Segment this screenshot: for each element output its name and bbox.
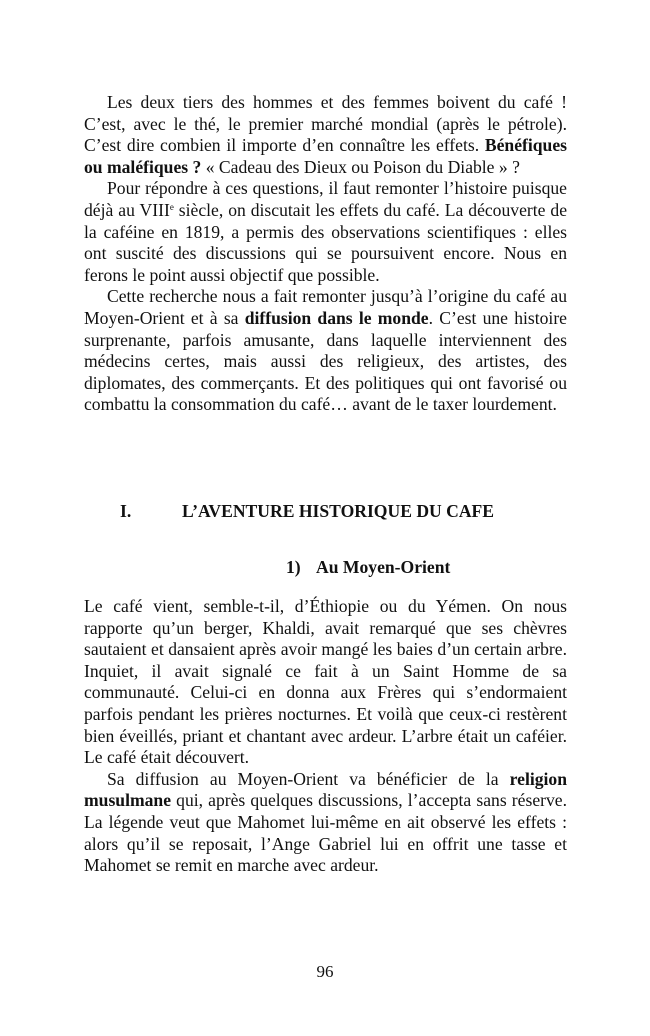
body-paragraph-1: Le café vient, semble-t-il, d’Éthiopie ou du Yémen. On nous rapporte qu’un berger, Khaldi, avait remarqué que ses chèvres sautaient et dansaient après avoir mangé les baies d’un certain arbre. Inquiet, il avait signalé ce fait à un Saint Homme de sa communauté. Celui-ci en donna aux Frères qui s’endormaient parfois pendant les prières nocturnes. Et voilà que ceux-ci restèrent bien éveillés, priant et chantant avec ardeur. L’arbre était un caféier. Le café était découvert. xyxy=(84,596,567,768)
subsection-heading xyxy=(286,556,450,578)
section-title: L’AVENTURE HISTORIQUE DU CAFE xyxy=(182,501,495,521)
intro-text xyxy=(84,92,567,416)
section-heading xyxy=(120,500,540,522)
superscript-e: e xyxy=(169,201,174,212)
body-paragraph-2 xyxy=(84,769,567,877)
page-number: 96 xyxy=(316,962,334,981)
intro-paragraph-1-text-a: Les deux tiers des hommes et des femmes boivent du café ! C’est, avec le thé, le premier marché mondial (après le pétrole). C’est dire combien il importe d’en connaître les effets. xyxy=(84,92,567,156)
intro-paragraph-2-text-a: Pour répondre à ces questions, il faut remonter l’histoire puisque déjà au VIII xyxy=(84,178,567,220)
intro-paragraph-3-text-a: Cette recherche nous a fait remonter jusqu’à l’origine du café au Moyen-Orient et à sa xyxy=(84,286,567,328)
intro-paragraph-2-text-b: siècle, on discutait les effets du café. La découverte de la caféine en 1819, a permis des observations scientifiques : elles ont suscité des discussions qui se poursuivent encore. Nous en ferons le point aussi objectif que possible. xyxy=(84,199,568,285)
subsection-title: Au Moyen-Orient xyxy=(316,557,451,577)
body-paragraph-2-bold: religion musulmane xyxy=(84,768,567,811)
intro-paragraph-1-text-b: « Cadeau des Dieux ou Poison du Diable » ? xyxy=(201,156,520,177)
intro-paragraph-3 xyxy=(84,286,567,416)
section-number: I. xyxy=(120,501,132,521)
body-paragraph-2-text-b: qui, après quelques discussions, l’accepta sans réserve. La légende veut que Mahomet lui-même en ait observé les effets : alors qu’il se reposait, l’Ange Gabriel lui en offrit une tasse et Mahomet se remit en marche avec ardeur. xyxy=(84,790,567,876)
intro-paragraph-1 xyxy=(84,92,567,178)
intro-paragraph-3-bold: diffusion dans le monde xyxy=(244,307,429,328)
intro-paragraph-2 xyxy=(84,178,567,286)
body-text xyxy=(84,596,567,877)
intro-paragraph-1-bold: Bénéfiques ou maléfiques ? xyxy=(84,135,567,177)
subsection-number: 1) xyxy=(286,557,301,577)
body-paragraph-2-text-a: Sa diffusion au Moyen-Orient va bénéficier de la xyxy=(107,768,510,789)
intro-paragraph-3-text-b: . C’est une histoire surprenante, parfois amusante, dans laquelle interviennent des médecins certes, mais aussi des religieux, des artistes, des diplomates, des commerçants. Et des politiques qui ont favorisé ou combattu la consommation du café… avant de le taxer lourdement. xyxy=(84,307,567,415)
